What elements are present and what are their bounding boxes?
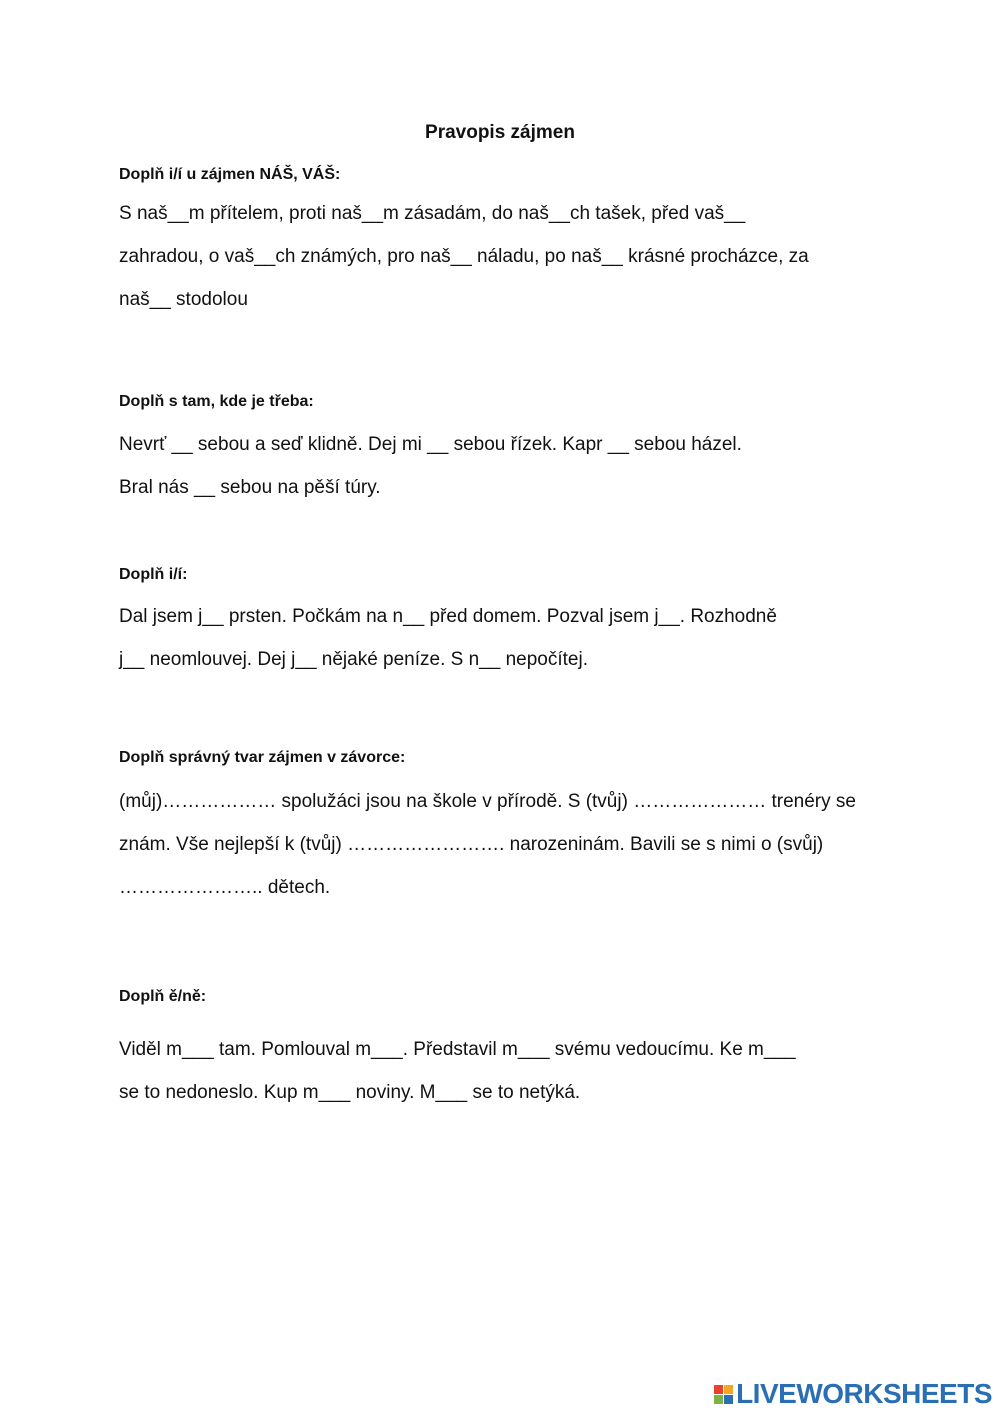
section-nas-vas: [119, 164, 899, 321]
exercise-line: Dal jsem j__ prsten. Počkám na n__ před domem. Pozval jsem j__. Rozhodně: [119, 606, 777, 627]
page-title: Pravopis zájmen: [425, 122, 575, 143]
section-s-tam: [119, 391, 899, 509]
exercise-line: j__ neomlouvej. Dej j__ nějaké peníze. S n__ nepočítej.: [119, 649, 588, 670]
section-i-y: [119, 564, 899, 681]
exercise-line: znám. Vše nejlepší k (tvůj) ……………………. narozeninám. Bavili se s nimi o (svůj): [119, 834, 824, 855]
section-e-ne: [119, 986, 899, 1114]
section-heading: Doplň i/í:: [119, 566, 188, 583]
section-spravny-tvar: [119, 747, 899, 909]
exercise-line: naš__ stodolou: [119, 289, 248, 310]
logo-text: LIVEWORKSHEETS: [736, 1378, 992, 1409]
exercise-line: Bral nás __ sebou na pěší túry.: [119, 477, 381, 498]
exercise-line: S naš__m přítelem, proti naš__m zásadám, do naš__ch tašek, před vaš__: [119, 203, 746, 224]
exercise-line: zahradou, o vaš__ch známých, pro naš__ náladu, po naš__ krásné procházce, za: [119, 246, 809, 267]
exercise-line: se to nedoneslo. Kup m___ noviny. M___ se to netýká.: [119, 1082, 581, 1103]
section-heading: Doplň s tam, kde je třeba:: [119, 393, 314, 410]
liveworksheets-logo: [714, 1379, 992, 1409]
liveworksheets-logo-icon: [714, 1385, 733, 1404]
section-heading: Doplň i/í u zájmen NÁŠ, VÁŠ:: [119, 166, 341, 183]
section-heading: Doplň ě/ně:: [119, 988, 207, 1005]
section-heading: Doplň správný tvar zájmen v závorce:: [119, 749, 406, 766]
exercise-line: (můj)……………… spolužáci jsou na škole v přírodě. S (tvůj) ………………… trenéry se: [119, 791, 856, 812]
exercise-line: ………………….. dětech.: [119, 877, 331, 898]
exercise-line: Viděl m___ tam. Pomlouval m___. Představil m___ svému vedoucímu. Ke m___: [119, 1039, 796, 1060]
exercise-line: Nevrť __ sebou a seď klidně. Dej mi __ sebou řízek. Kapr __ sebou házel.: [119, 434, 742, 455]
